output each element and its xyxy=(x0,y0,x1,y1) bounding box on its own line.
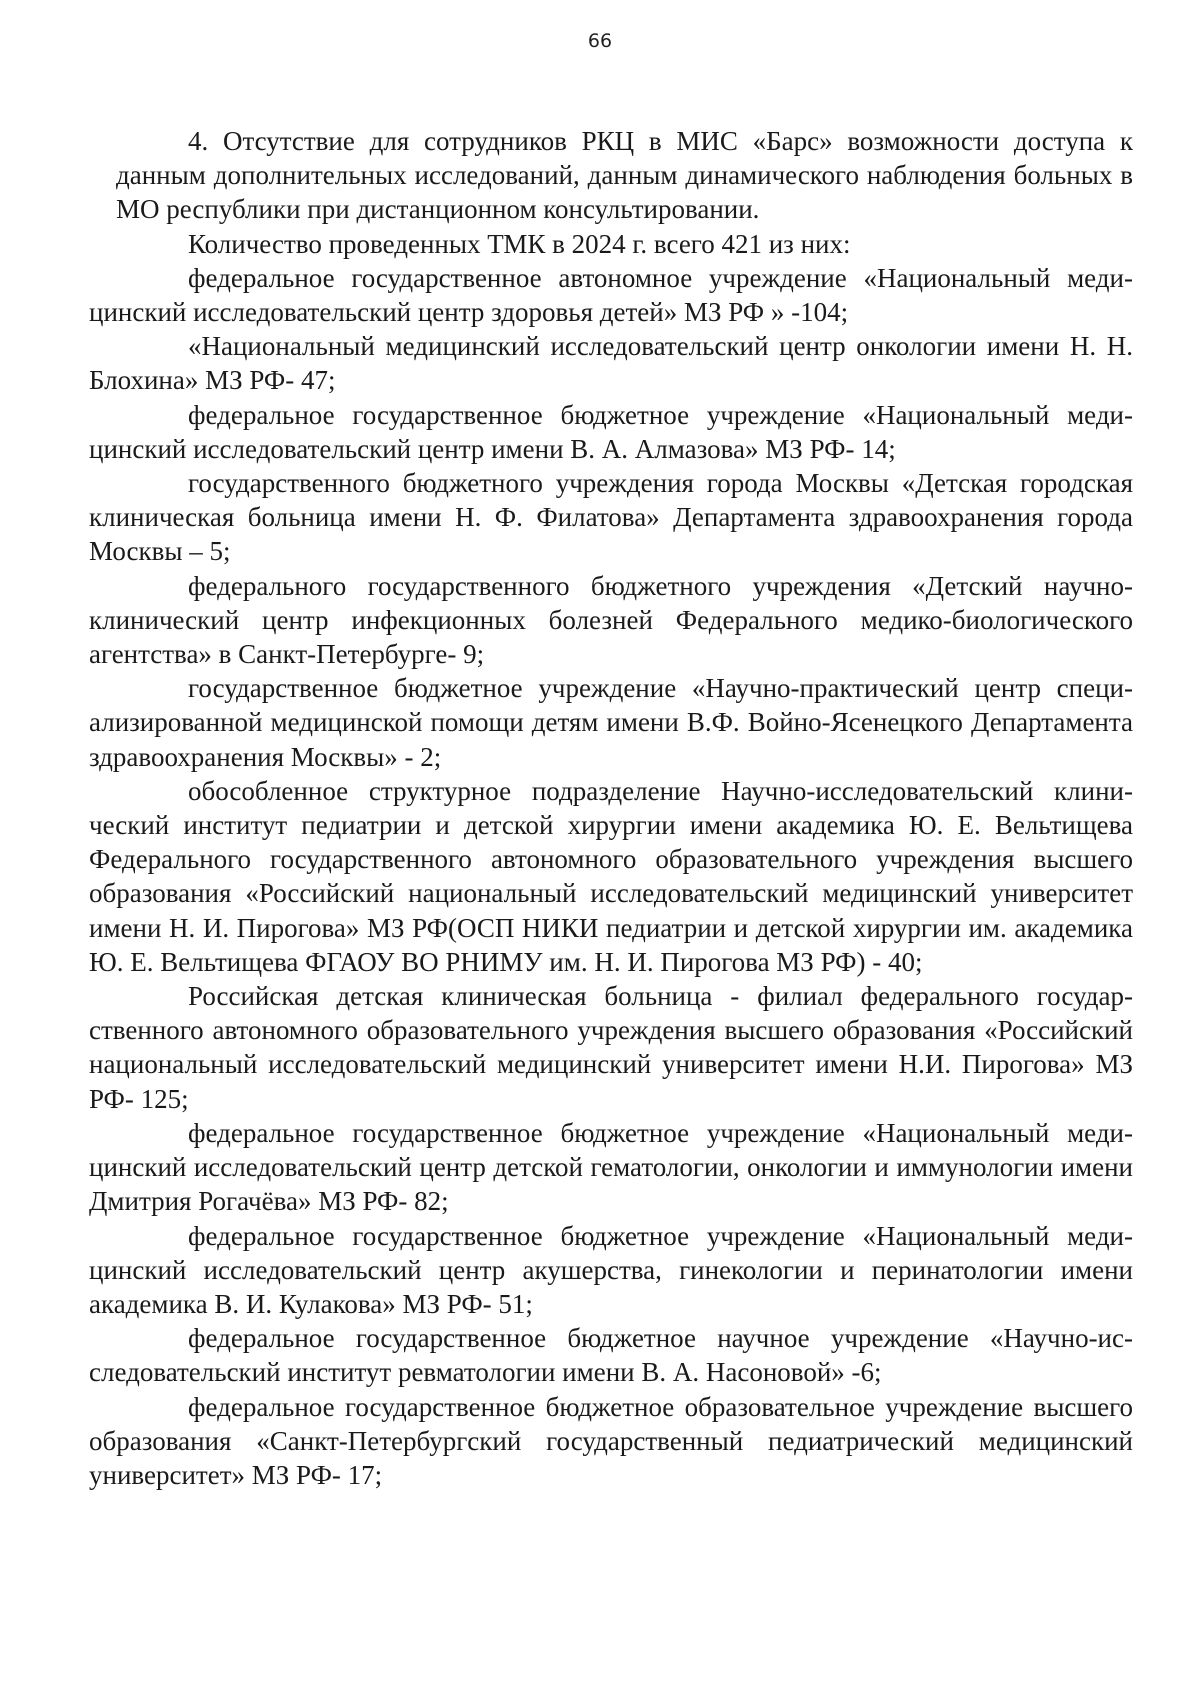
paragraph-nmic-almazov: федеральное государственное бюджетное учреждение «Национальный медицинский исследовательский центр имени В. А. Алмазова» МЗ РФ- 14; xyxy=(89,399,1133,464)
paragraph-spb-pediatric-university: федеральное государственное бюджетное образовательное учреждение высшего образования «Санкт-Петербургский государственный педиатрический медицинский университет» МЗ РФ- 17; xyxy=(89,1391,1133,1490)
paragraph-rogachev-center: федеральное государственное бюджетное учреждение «Национальный медицинский исследовательский центр детской гематологии, онкологии и иммунологии имени Дмитрия Рогачёва» МЗ РФ- 82; xyxy=(89,1117,1133,1217)
paragraph-missing-access: 4. Отсутствие для сотрудников РКЦ в МИС «Барс» возможности доступа к данным дополнительных исследований, данным динамического наблюдения больных в МО республики при дистанционном консультировании. xyxy=(116,126,1133,225)
document-body xyxy=(89,124,1133,1492)
paragraph-filatov-hospital: государственного бюджетного учреждения города Москвы «Детская городская клиническая больница имени Н. Ф. Филатова» Департамента здравоохранения города Москвы – 5; xyxy=(89,468,1133,567)
paragraph-tmk-count: Количество проведенных ТМК в 2024 г. всего 421 из них: xyxy=(188,228,851,259)
paragraph-nasonova-institute: федеральное государственное бюджетное научное учреждение «Научно-исследовательский институт ревматологии имени В. А. Насоновой» -6; xyxy=(89,1323,1133,1388)
page-number: 66 xyxy=(587,30,613,52)
paragraph-infectious-diseases-center: федерального государственного бюджетного учреждения «Детский научно-клинический центр инфекционных болезней Федерального медико-биологического агентства» в Санкт-Петербурге- 9; xyxy=(89,570,1133,670)
paragraph-nmic-oncology-blokhin: «Национальный медицинский исследовательский центр онкологии имени Н. Н. Блохина» МЗ РФ- 47; xyxy=(89,331,1133,396)
paragraph-nmic-child-health: федеральное государственное автономное учреждение «Национальный медицинский исследовательский центр здоровья детей» МЗ РФ » -104; xyxy=(89,262,1133,328)
paragraph-kulakov-center: федеральное государственное бюджетное учреждение «Национальный медицинский исследовательский центр акушерства, гинекологии и перинатологии имени академика В. И. Кулакова» МЗ РФ- 51; xyxy=(89,1220,1133,1319)
paragraph-rdkb-pirogov: Российская детская клиническая больница - филиал федерального государственного автономного образовательного учреждения высшего образования «Российский национальный исследовательский медицинский университет имени Н.И. Пирогова» МЗ РФ- 125; xyxy=(89,981,1133,1114)
paragraph-voyno-yasenetsky-center: государственное бюджетное учреждение «Научно-практический центр специализированной медицинской помощи детям имени В.Ф. Войно-Ясенецкого Департамента здравоохранения Москвы» - 2; xyxy=(89,673,1133,772)
paragraph-veltishchev-institute: обособленное структурное подразделение Научно-исследовательский клинический институт педиатрии и детской хирургии имени академика Ю. Е. Вельтищева Федерального государственного автономного образовательного учреждения высшего образования «Российский национальный исследовательский медицинский университет имени Н. И. Пирогова» МЗ РФ(ОСП НИКИ педиатрии и детской хирургии им. академика Ю. Е. Вельтищева ФГАОУ ВО РНИМУ им. Н. И. Пирогова МЗ РФ) - 40; xyxy=(89,775,1133,977)
